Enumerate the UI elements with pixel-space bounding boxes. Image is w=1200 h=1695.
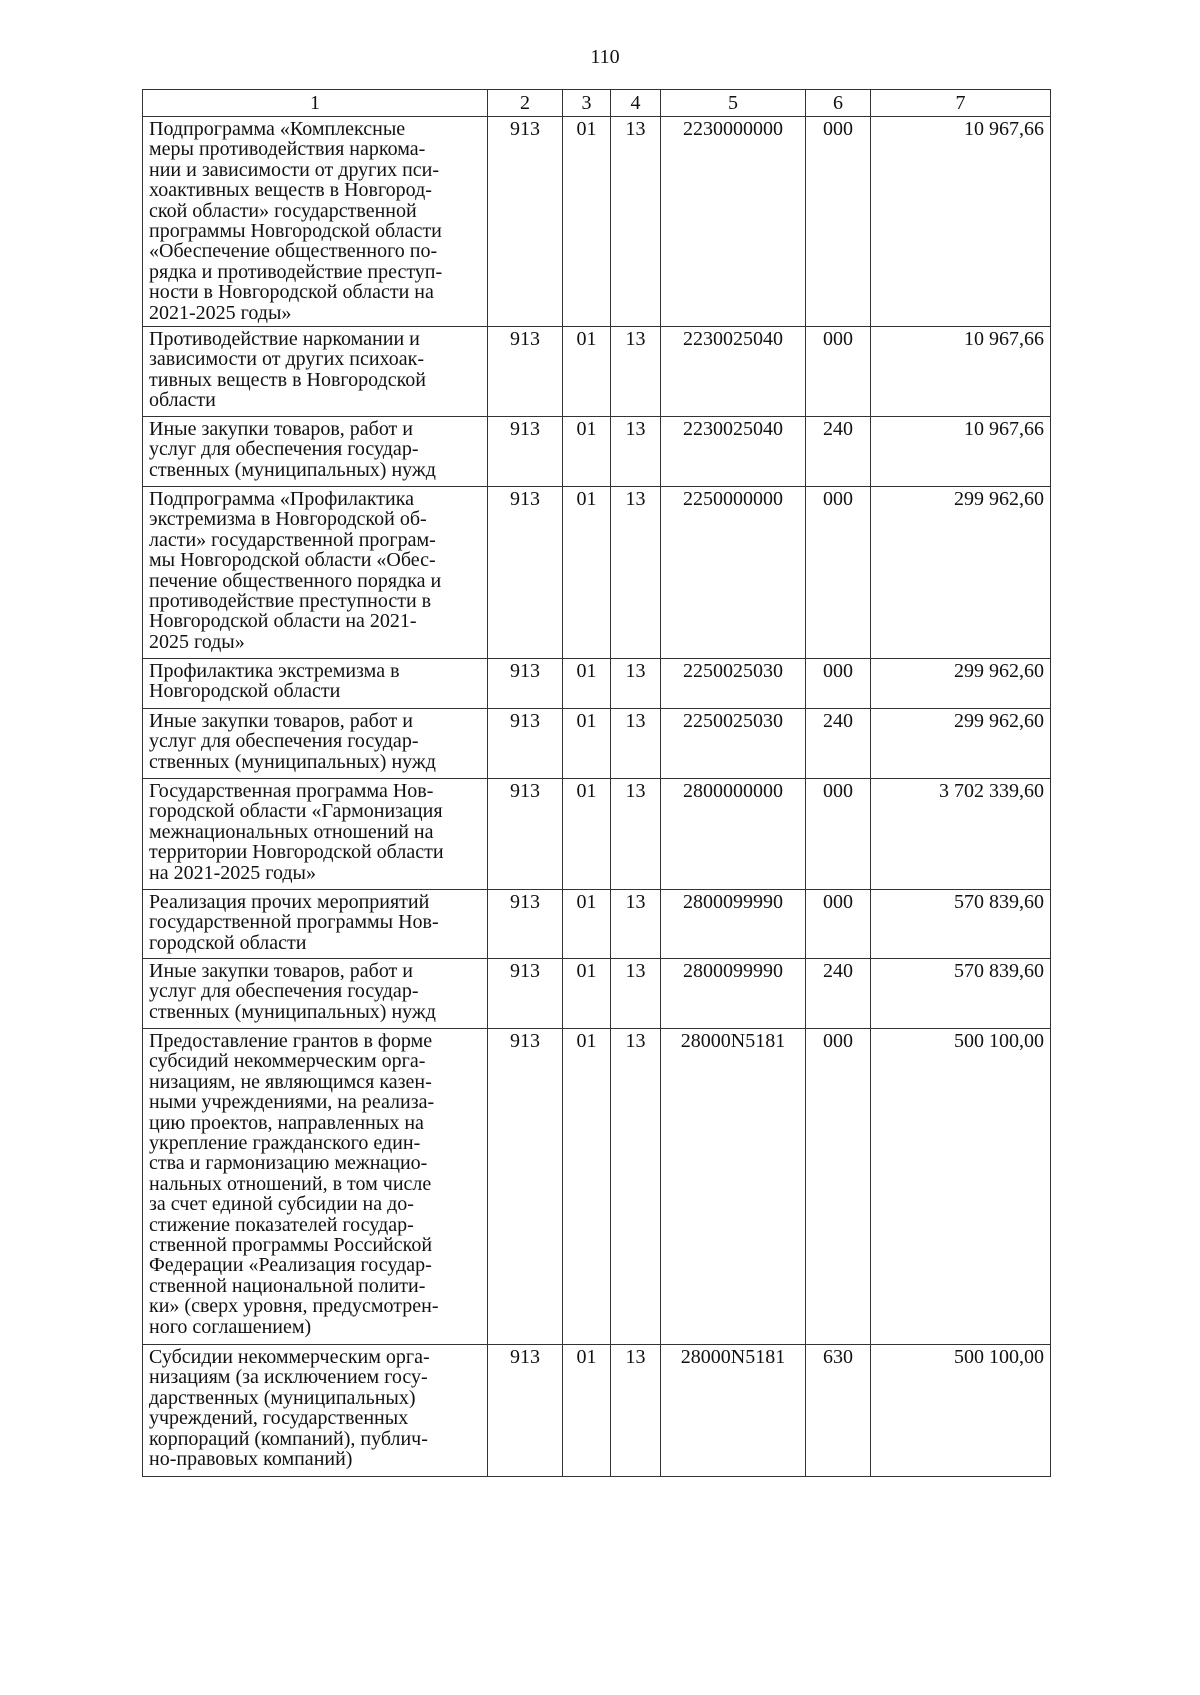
expense-type-code: 000 [806, 890, 871, 959]
section-code: 01 [563, 1029, 611, 1345]
ministry-code: 913 [488, 1029, 563, 1345]
target-article-code: 2230025040 [661, 327, 806, 417]
expense-type-code: 000 [806, 1029, 871, 1345]
col-header: 2 [488, 90, 563, 117]
amount: 299 962,60 [871, 487, 1051, 659]
col-header: 4 [611, 90, 661, 117]
row-name: Предоставление грантов в форме субсидий некоммерческим орга- низациям, не являющимся казен- ными учреждениями, на реализа- цию проектов, направленных на укрепление гражданского един- ства и гармонизацию межнацио- нальных отношений, в том числе за счет единой субсидии на до- стижение показателей государ- ственной программы Российской Федерации «Реализация государ- ственной национальной полити- ки» (сверх уровня, предусмотрен- ного соглашением) [143, 1029, 488, 1345]
ministry-code: 913 [488, 117, 563, 327]
section-code: 01 [563, 327, 611, 417]
header-row [143, 90, 1051, 117]
amount: 10 967,66 [871, 417, 1051, 487]
section-code: 01 [563, 487, 611, 659]
expense-type-code: 000 [806, 659, 871, 709]
section-code: 01 [563, 117, 611, 327]
row-name: Иные закупки товаров, работ и услуг для обеспечения государ- ственных (муниципальных) нужд [143, 959, 488, 1029]
expense-type-code: 240 [806, 959, 871, 1029]
subsection-code: 13 [611, 487, 661, 659]
ministry-code: 913 [488, 779, 563, 890]
amount: 3 702 339,60 [871, 779, 1051, 890]
ministry-code: 913 [488, 327, 563, 417]
subsection-code: 13 [611, 327, 661, 417]
subsection-code: 13 [611, 779, 661, 890]
subsection-code: 13 [611, 1345, 661, 1477]
section-code: 01 [563, 659, 611, 709]
target-article-code: 2230025040 [661, 417, 806, 487]
row-name: Иные закупки товаров, работ и услуг для обеспечения государ- ственных (муниципальных) нужд [143, 417, 488, 487]
ministry-code: 913 [488, 890, 563, 959]
page-number: 110 [590, 46, 620, 68]
target-article-code: 2800000000 [661, 779, 806, 890]
section-code: 01 [563, 779, 611, 890]
budget-table [142, 89, 1051, 1477]
row-name: Государственная программа Нов- городской области «Гармонизация межнациональных отношений на территории Новгородской области на 2021-2025 годы» [143, 779, 488, 890]
ministry-code: 913 [488, 1345, 563, 1477]
amount: 10 967,66 [871, 117, 1051, 327]
table-row [143, 417, 1051, 487]
table-row [143, 487, 1051, 659]
subsection-code: 13 [611, 417, 661, 487]
subsection-code: 13 [611, 959, 661, 1029]
table-row [143, 959, 1051, 1029]
expense-type-code: 240 [806, 709, 871, 779]
table-row [143, 779, 1051, 890]
col-header: 7 [871, 90, 1051, 117]
amount: 299 962,60 [871, 709, 1051, 779]
amount: 570 839,60 [871, 959, 1051, 1029]
table-row [143, 659, 1051, 709]
amount: 10 967,66 [871, 327, 1051, 417]
subsection-code: 13 [611, 709, 661, 779]
target-article-code: 28000N5181 [661, 1345, 806, 1477]
ministry-code: 913 [488, 417, 563, 487]
col-header: 6 [806, 90, 871, 117]
row-name: Подпрограмма «Профилактика экстремизма в Новгородской об- ласти» государственной програм- мы Новгородской области «Обес- печение общественного порядка и противодействие преступности в Новгородской области на 2021- 2025 годы» [143, 487, 488, 659]
table-row [143, 327, 1051, 417]
amount: 570 839,60 [871, 890, 1051, 959]
target-article-code: 2250025030 [661, 659, 806, 709]
col-header: 3 [563, 90, 611, 117]
section-code: 01 [563, 1345, 611, 1477]
row-name: Профилактика экстремизма в Новгородской области [143, 659, 488, 709]
expense-type-code: 000 [806, 117, 871, 327]
subsection-code: 13 [611, 117, 661, 327]
row-name: Иные закупки товаров, работ и услуг для обеспечения государ- ственных (муниципальных) нужд [143, 709, 488, 779]
expense-type-code: 000 [806, 779, 871, 890]
target-article-code: 2230000000 [661, 117, 806, 327]
ministry-code: 913 [488, 709, 563, 779]
row-name: Субсидии некоммерческим орга- низациям (за исключением госу- дарственных (муниципальных) учреждений, государственных корпораций (компаний), публич- но-правовых компаний) [143, 1345, 488, 1477]
table-row [143, 890, 1051, 959]
ministry-code: 913 [488, 659, 563, 709]
col-header: 5 [661, 90, 806, 117]
expense-type-code: 000 [806, 327, 871, 417]
expense-type-code: 240 [806, 417, 871, 487]
amount: 500 100,00 [871, 1029, 1051, 1345]
table-row [143, 1345, 1051, 1477]
target-article-code: 28000N5181 [661, 1029, 806, 1345]
amount: 299 962,60 [871, 659, 1051, 709]
row-name: Противодействие наркомании и зависимости от других психоак- тивных веществ в Новгородской области [143, 327, 488, 417]
subsection-code: 13 [611, 659, 661, 709]
expense-type-code: 000 [806, 487, 871, 659]
section-code: 01 [563, 959, 611, 1029]
section-code: 01 [563, 417, 611, 487]
ministry-code: 913 [488, 959, 563, 1029]
subsection-code: 13 [611, 890, 661, 959]
section-code: 01 [563, 890, 611, 959]
target-article-code: 2800099990 [661, 959, 806, 1029]
target-article-code: 2800099990 [661, 890, 806, 959]
row-name: Подпрограмма «Комплексные меры противодействия наркома- нии и зависимости от других пси- хоактивных веществ в Новгород- ской области» государственной программы Новгородской области «Обеспечение общественного по- рядка и противодействие преступ- ности в Новгородской области на 2021-2025 годы» [143, 117, 488, 327]
table-row [143, 117, 1051, 327]
target-article-code: 2250000000 [661, 487, 806, 659]
section-code: 01 [563, 709, 611, 779]
col-header: 1 [143, 90, 488, 117]
table-row [143, 1029, 1051, 1345]
amount: 500 100,00 [871, 1345, 1051, 1477]
ministry-code: 913 [488, 487, 563, 659]
row-name: Реализация прочих мероприятий государственной программы Нов- городской области [143, 890, 488, 959]
expense-type-code: 630 [806, 1345, 871, 1477]
table-row [143, 709, 1051, 779]
target-article-code: 2250025030 [661, 709, 806, 779]
subsection-code: 13 [611, 1029, 661, 1345]
